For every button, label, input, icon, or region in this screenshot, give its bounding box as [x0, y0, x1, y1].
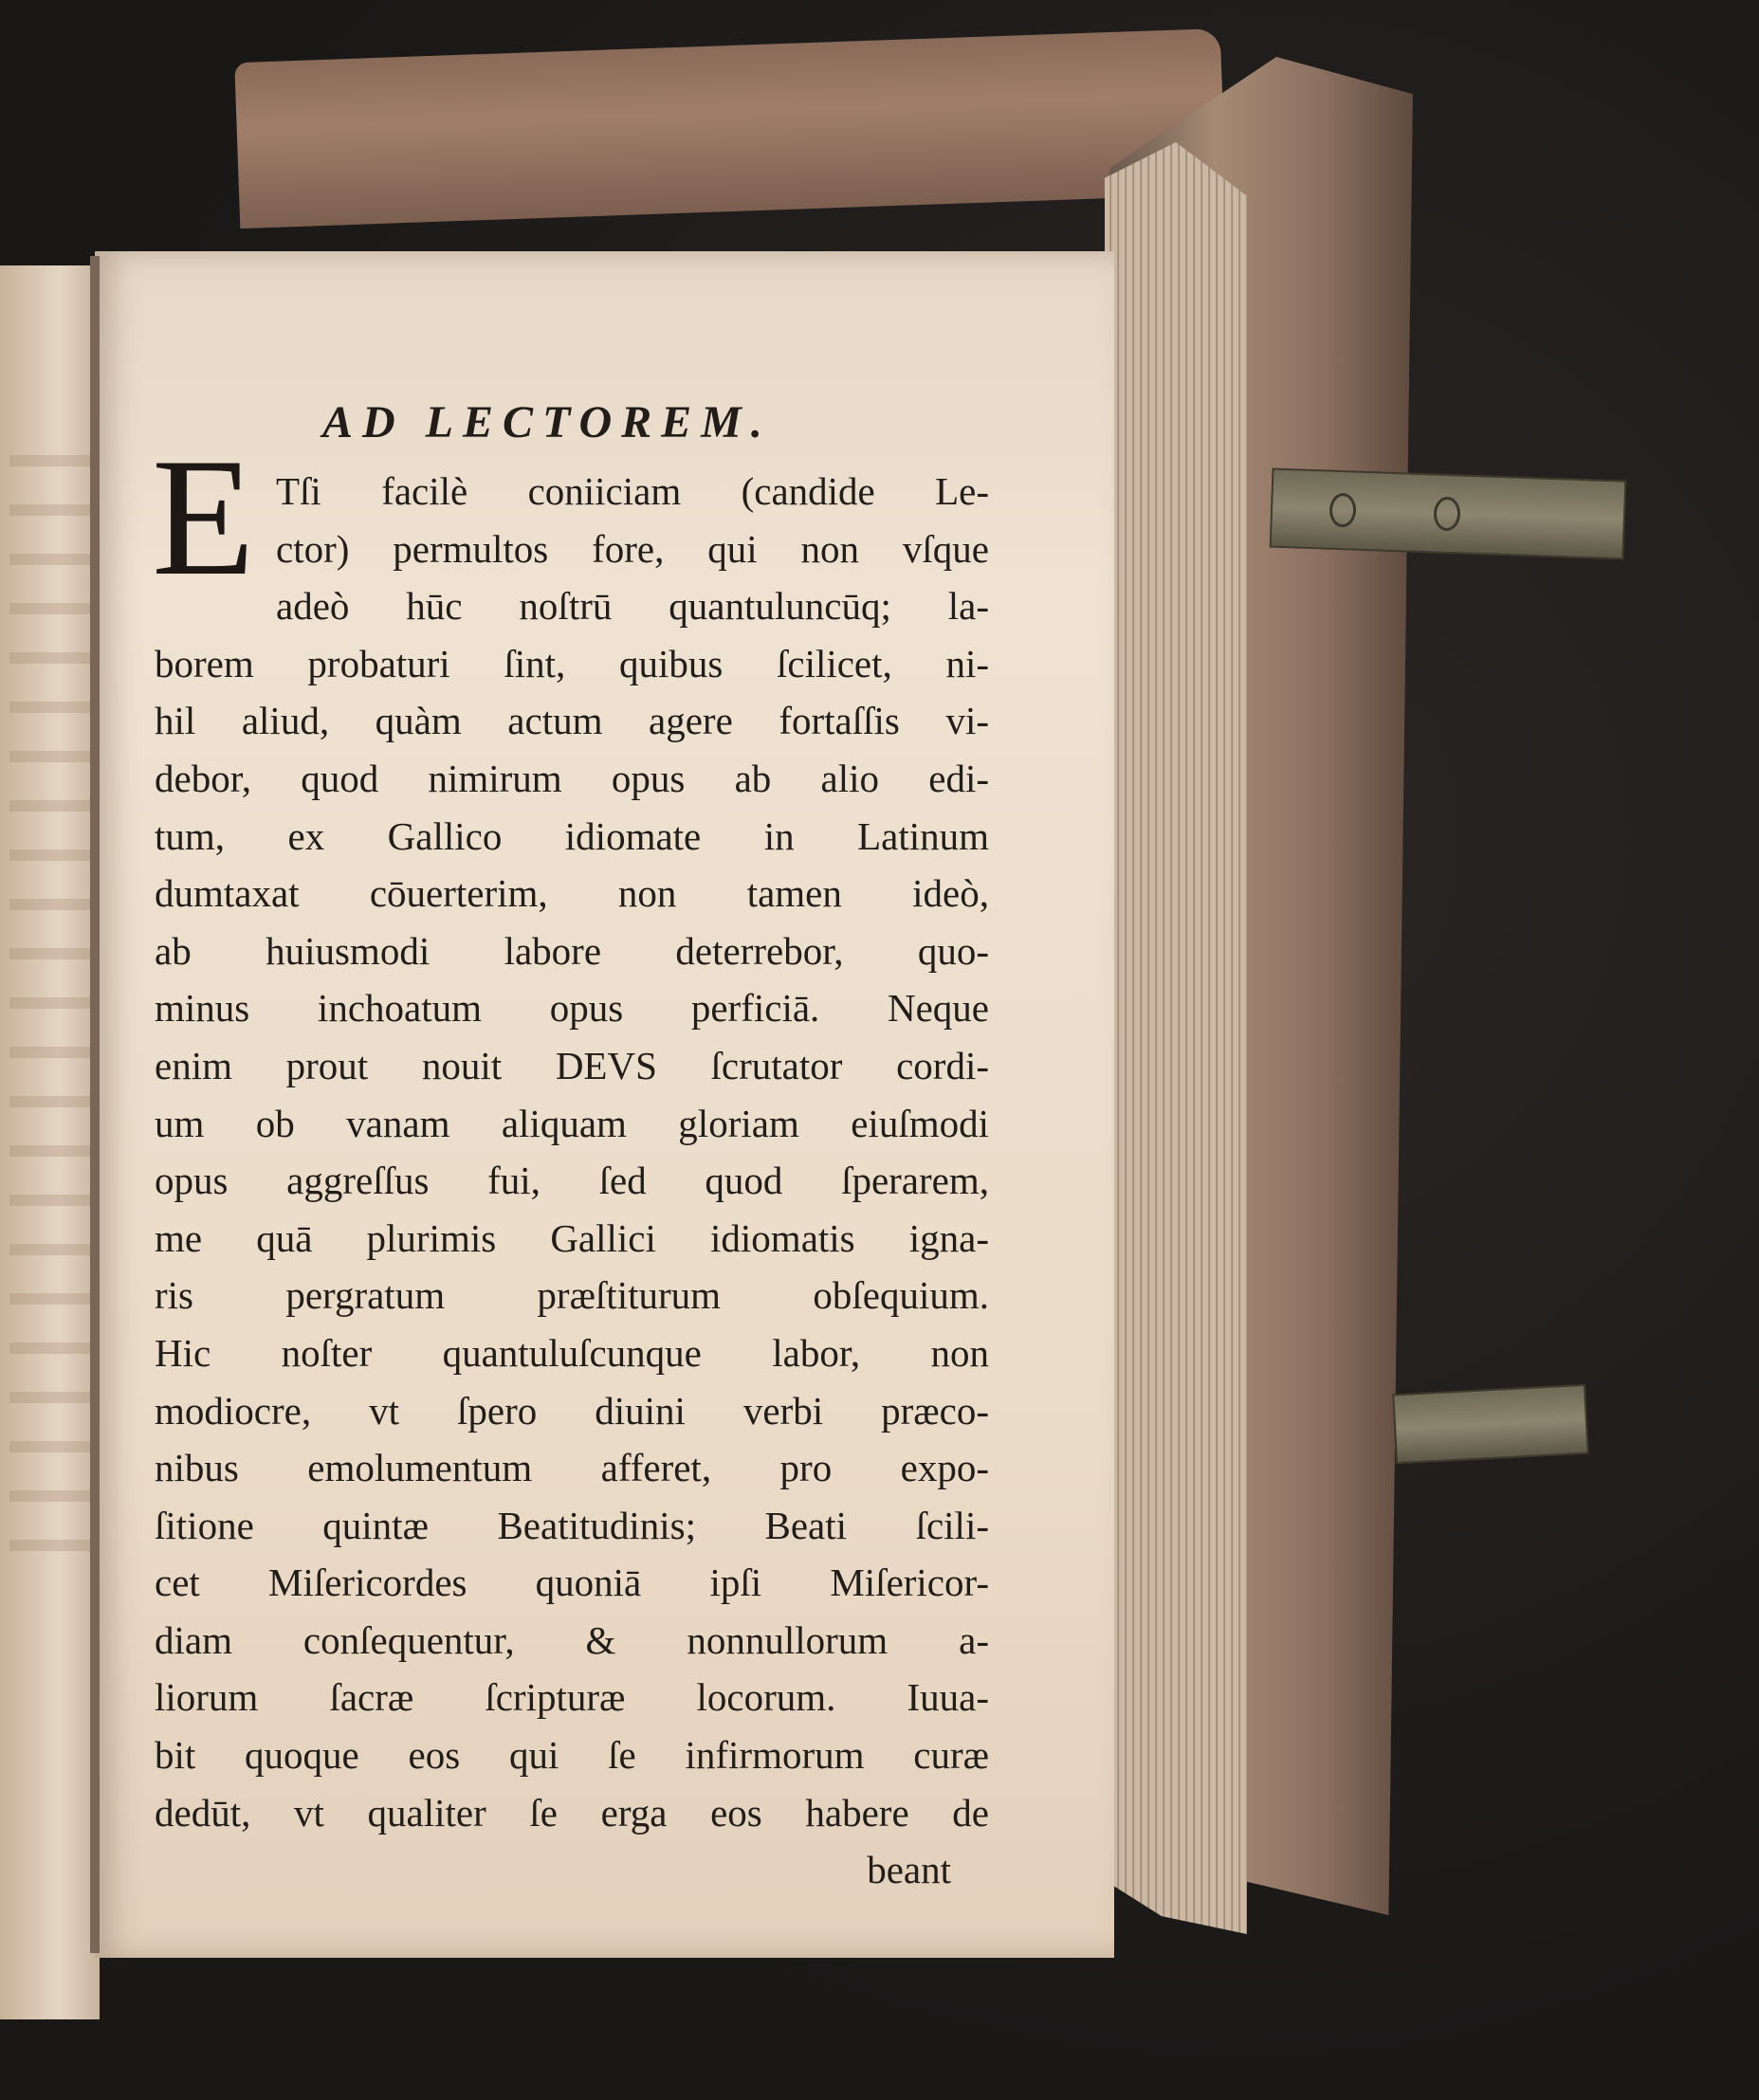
text-line: debor, quod nimirum opus ab alio edi- [155, 756, 989, 800]
text-line: modiocre, vt ſpero diuini verbi præco- [155, 1388, 989, 1433]
body-text [155, 463, 989, 1899]
page-heading: AD LECTOREM. [322, 397, 772, 447]
text-line: opus aggreſſus fui, ſed quod ſperarem, [155, 1159, 989, 1203]
show-through-text [9, 417, 90, 1555]
book-cover-top-edge [234, 28, 1225, 228]
text-line: minus inchoatum opus perficiā. Neque [155, 986, 989, 1031]
text-line: ſitione quintæ Beatitudinis; Beati ſcili- [155, 1503, 989, 1547]
catchword: beant [867, 1848, 951, 1892]
text-line: dumtaxat cōuerterim, non tamen ideò, [155, 871, 989, 916]
text-line: nibus emolumentum afferet, pro expo- [155, 1446, 989, 1490]
upper-clasp [1270, 467, 1627, 559]
drop-capital: E [152, 423, 255, 611]
text-line: Hic noſter quantuluſcunque labor, non [155, 1330, 989, 1375]
text-line: dedūt, vt qualiter ſe erga eos habere de [155, 1790, 989, 1835]
page-block-edges [1105, 142, 1247, 1934]
text-line: adeò hūc noſtrū quantuluncūq; la- [276, 584, 989, 629]
left-page-fragment [0, 265, 100, 2019]
text-line: Tſi facilè coniiciam (candide Le- [276, 469, 989, 513]
text-line: liorum ſacræ ſcripturæ locorum. Iuua- [155, 1675, 989, 1720]
text-line: tum, ex Gallico idiomate in Latinum [155, 813, 989, 858]
text-line: bit quoque eos qui ſe infirmorum curæ [155, 1733, 989, 1778]
text-line: cet Miſericordes quoniā ipſi Miſericor- [155, 1561, 989, 1605]
text-line: um ob vanam aliquam gloriam eiuſmodi [155, 1101, 989, 1145]
text-line: hil aliud, quàm actum agere fortaſſis vi- [155, 699, 989, 743]
text-line: enim prout nouit DEVS ſcrutator cordi- [155, 1043, 989, 1087]
text-line: ctor) permultos fore, qui non vſque [276, 526, 989, 571]
clasp-rivet-icon [1433, 496, 1460, 531]
text-line: ris pergratum præſtiturum obſequium. [155, 1273, 989, 1318]
page-gutter [90, 256, 100, 1953]
text-line: me quā plurimis Gallici idiomatis igna- [155, 1215, 989, 1260]
text-line: ab huiusmodi labore deterrebor, quo- [155, 928, 989, 973]
lower-clasp [1392, 1384, 1589, 1465]
clasp-rivet-icon [1328, 493, 1356, 528]
text-line: diam conſequentur, & nonnullorum a- [155, 1617, 989, 1662]
text-line: borem probaturi ſint, quibus ſcilicet, ni- [155, 641, 989, 685]
